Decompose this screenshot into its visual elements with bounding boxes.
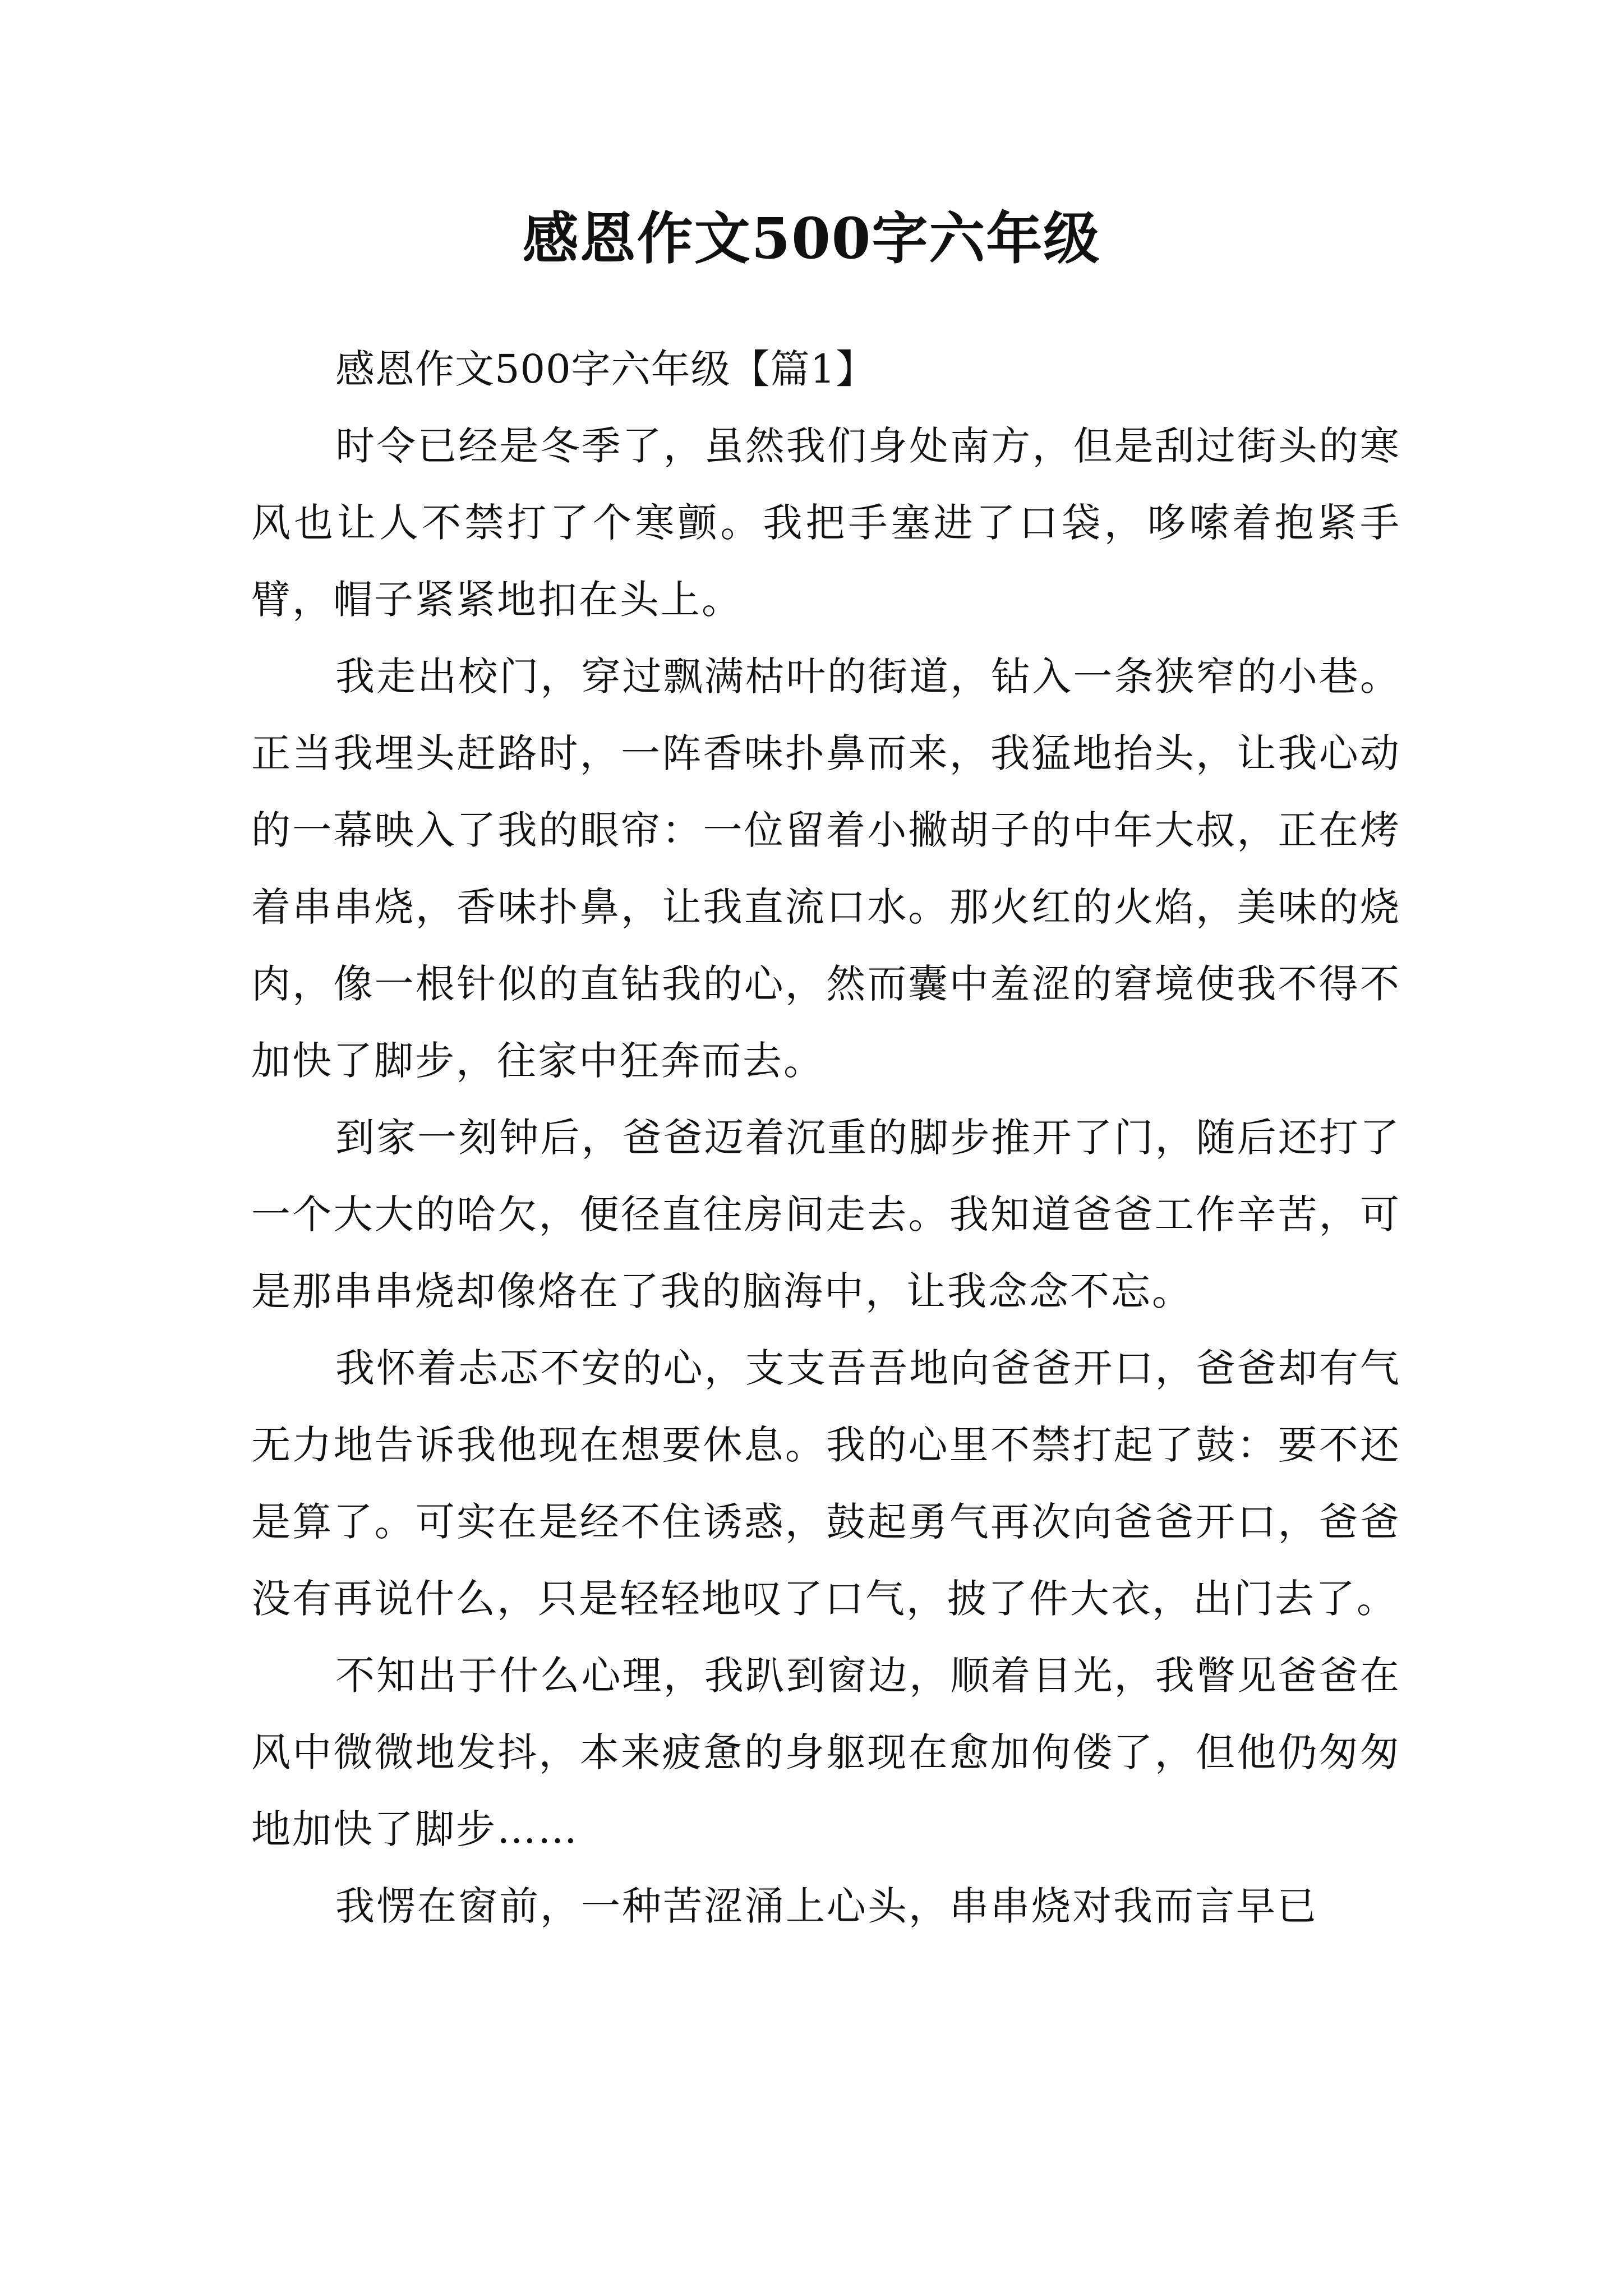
paragraph: 我怀着忐忑不安的心，支支吾吾地向爸爸开口，爸爸却有气无力地告诉我他现在想要休息。我的心里不禁打起了鼓：要不还是算了。可实在是经不住诱惑，鼓起勇气再次向爸爸开口，爸爸没有再说什么，只是轻轻地叹了口气，披了件大衣，出门去了。 [251, 1345, 1401, 1622]
section-heading: 感恩作文500字六年级【篇1】 [335, 346, 876, 392]
document-body [251, 331, 1401, 1945]
paragraph: 到家一刻钟后，爸爸迈着沉重的脚步推开了门，随后还打了一个大大的哈欠，便径直往房间走去。我知道爸爸工作辛苦，可是那串串烧却像烙在了我的脑海中，让我念念不忘。 [251, 1115, 1401, 1314]
paragraph: 我愣在窗前，一种苦涩涌上心头，串串烧对我而言早已 [335, 1883, 1318, 1929]
document-title: 感恩作文500字六年级 [522, 205, 1101, 272]
paragraph: 不知出于什么心理，我趴到窗边，顺着目光，我瞥见爸爸在风中微微地发抖，本来疲惫的身躯现在愈加佝偻了，但他仍匆匆地加快了脚步…… [251, 1653, 1401, 1852]
paragraph: 时令已经是冬季了，虽然我们身处南方，但是刮过街头的寒风也让人不禁打了个寒颤。我把手塞进了口袋，哆嗦着抱紧手臂，帽子紧紧地扣在头上。 [251, 423, 1401, 623]
paragraph: 我走出校门，穿过飘满枯叶的街道，钻入一条狭窄的小巷。正当我埋头赶路时，一阵香味扑鼻而来，我猛地抬头，让我心动的一幕映入了我的眼帘：一位留着小撇胡子的中年大叔，正在烤着串串烧，香味扑鼻，让我直流口水。那火红的火焰，美味的烧肉，像一根针似的直钻我的心，然而囊中羞涩的窘境使我不得不加快了脚步，往家中狂奔而去。 [251, 654, 1401, 1084]
